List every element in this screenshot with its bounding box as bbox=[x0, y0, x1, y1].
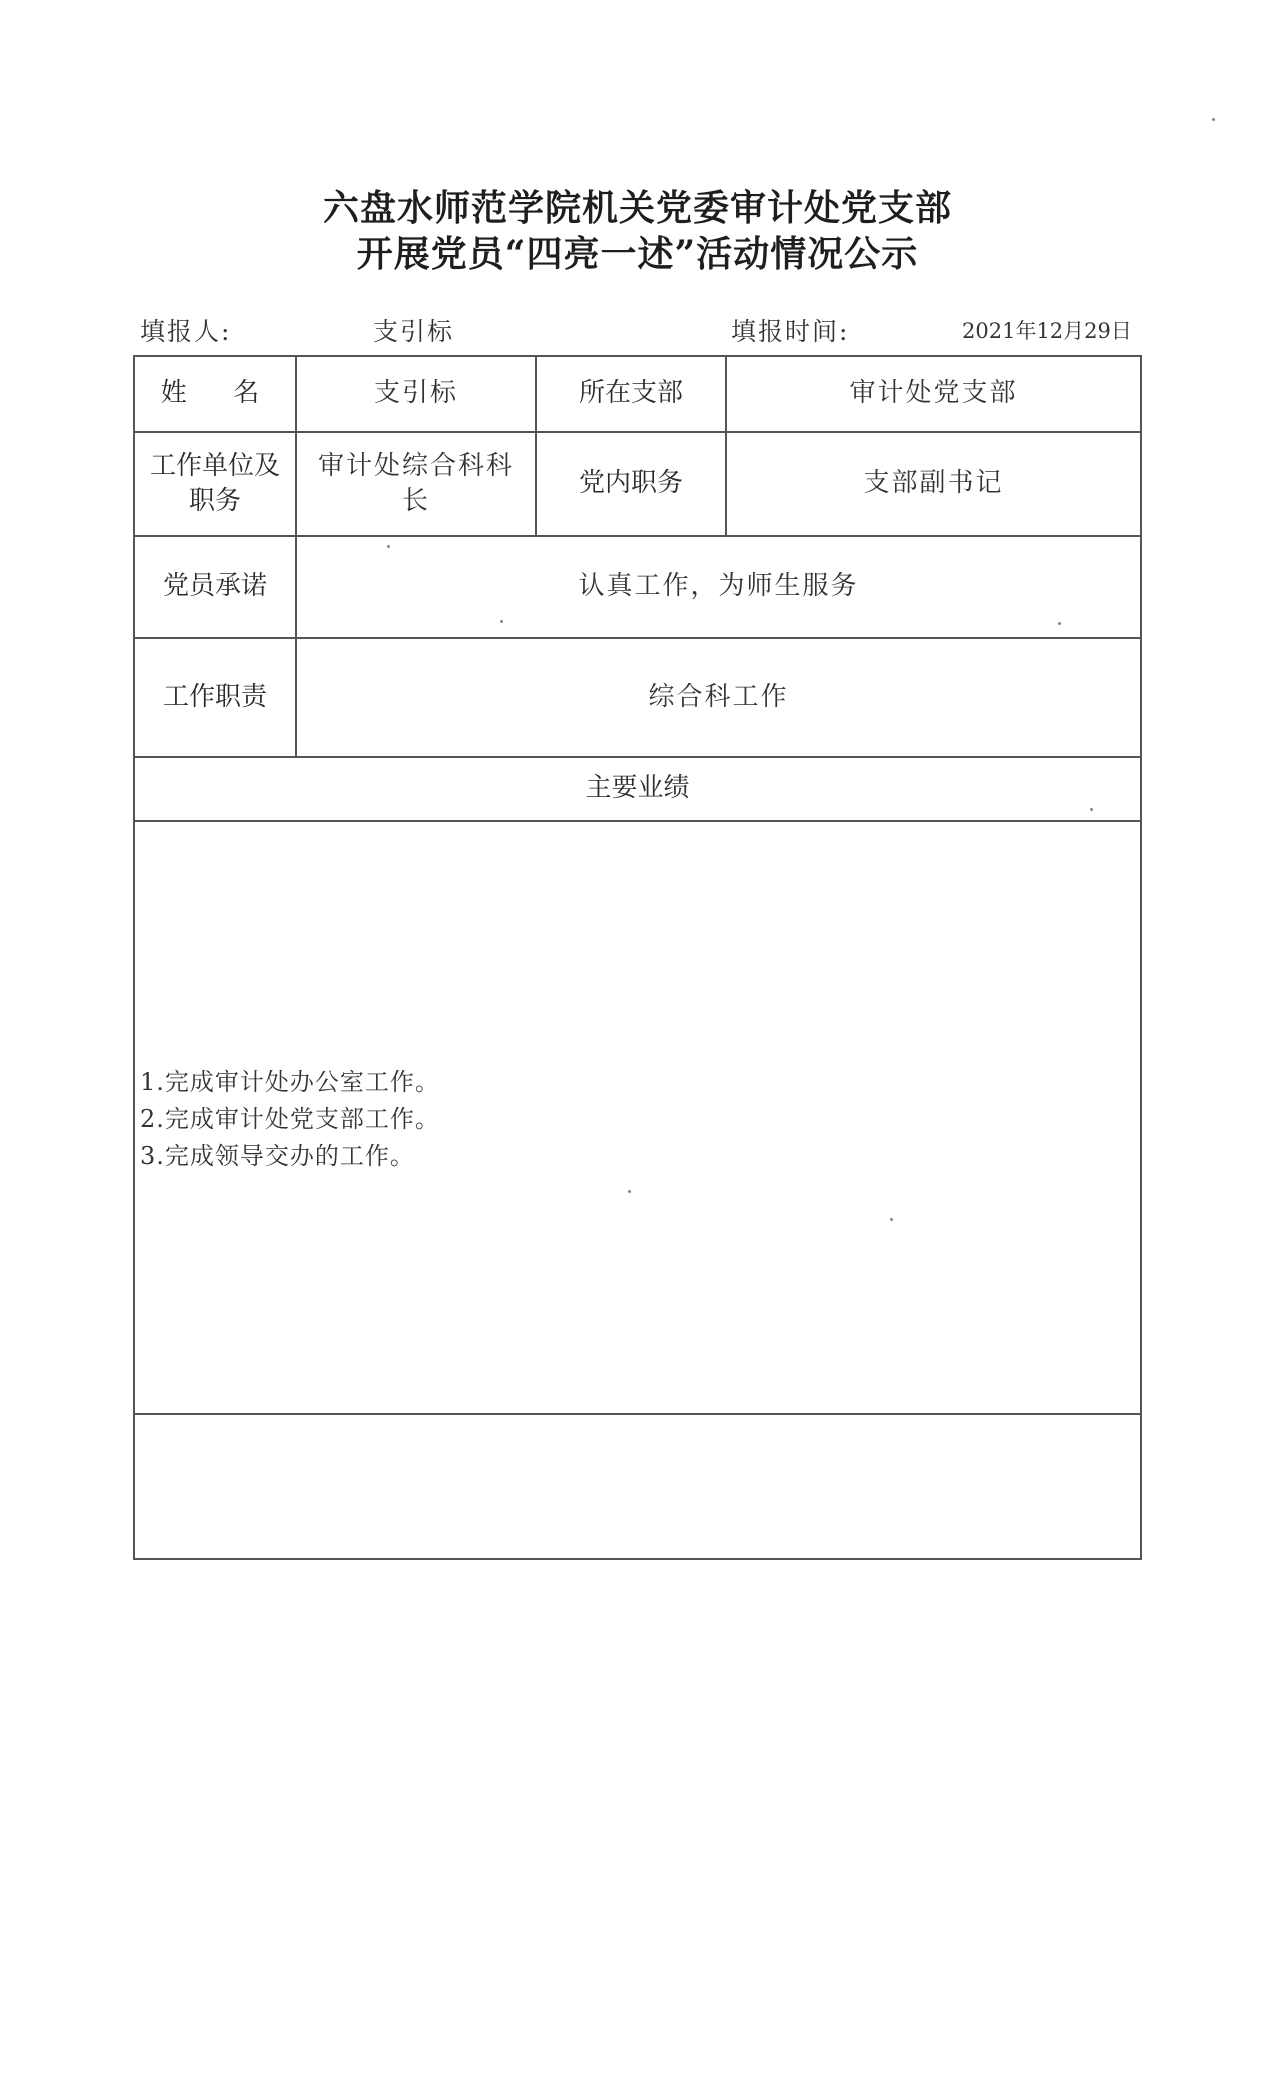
row-divider bbox=[133, 820, 1142, 822]
scan-speck bbox=[1212, 118, 1215, 121]
list-item: 3.完成领导交办的工作。 bbox=[140, 1142, 415, 1170]
scan-speck bbox=[500, 620, 503, 623]
party-post-value: 支部副书记 bbox=[863, 468, 1004, 499]
scan-speck bbox=[1090, 808, 1093, 811]
achievements-list bbox=[140, 1064, 440, 1175]
reporter-label: 填报人: bbox=[140, 317, 232, 346]
list-item: 1.完成审计处办公室工作。 bbox=[140, 1068, 440, 1096]
branch-value: 审计处党支部 bbox=[849, 378, 1018, 409]
scan-speck bbox=[1058, 622, 1061, 625]
scan-speck bbox=[628, 1190, 631, 1193]
list-item: 2.完成审计处党支部工作。 bbox=[140, 1105, 440, 1133]
pledge-label: 党员承诺 bbox=[162, 571, 267, 602]
reporter-name: 支引标 bbox=[373, 317, 455, 346]
achievements-header: 主要业绩 bbox=[585, 773, 690, 804]
name-label: 姓 名 bbox=[160, 378, 270, 409]
duty-label: 工作职责 bbox=[162, 681, 267, 712]
unit-label: 工作单位及职务 bbox=[149, 450, 280, 516]
name-value: 支引标 bbox=[373, 378, 458, 409]
scan-speck bbox=[387, 545, 390, 548]
report-time-label: 填报时间: bbox=[731, 317, 850, 346]
scan-speck bbox=[890, 1218, 893, 1221]
document-title-line1: 六盘水师范学院机关党委审计处党支部 bbox=[322, 187, 952, 229]
row-divider bbox=[133, 1413, 1142, 1415]
branch-label: 所在支部 bbox=[578, 378, 683, 409]
pledge-value: 认真工作，为师生服务 bbox=[578, 571, 859, 602]
unit-value: 审计处综合科科长 bbox=[317, 450, 514, 516]
duty-value: 综合科工作 bbox=[648, 681, 789, 712]
party-post-label: 党内职务 bbox=[578, 468, 683, 499]
document-title-line2: 开展党员“四亮一述”活动情况公示 bbox=[356, 233, 919, 275]
report-date: 2021年12月29日 bbox=[962, 319, 1132, 343]
